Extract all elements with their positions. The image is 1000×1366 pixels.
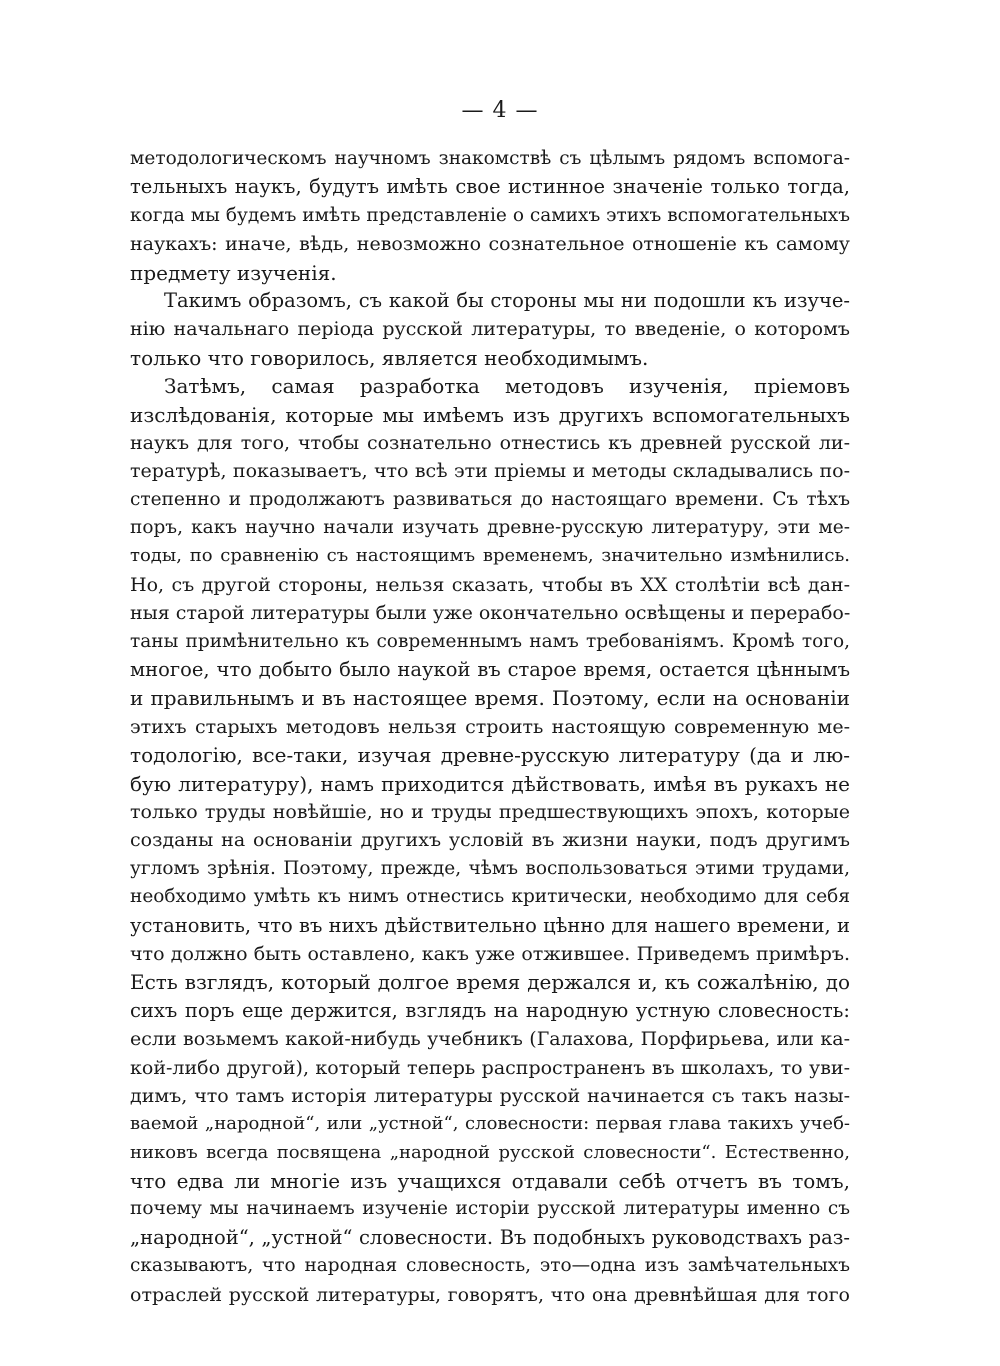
- text-line: бую литературу), намъ приходится дѣйствовать, имѣя въ рукахъ не: [130, 771, 850, 796]
- text-line: тературѣ, показываетъ, что всѣ эти прiемы и методы складывались по-: [130, 460, 850, 483]
- text-line: только труды новѣйшiе, но и труды предшествующихъ эпохъ, которые: [130, 800, 850, 823]
- text-line: ваемой „народной“, или „устной“, словесности: первая глава такихъ учеб-: [130, 1113, 850, 1135]
- page-number: — 4 —: [461, 98, 539, 123]
- text-line: только что говорилось, является необходимымъ.: [130, 345, 649, 370]
- text-line: таны примѣнительно къ современнымъ намъ требованiямъ. Кромѣ того,: [130, 630, 850, 652]
- text-line: установить, что въ нихъ дѣйствительно цѣнно для нашего времени, и: [130, 913, 850, 937]
- text-line: что должно быть оставлено, какъ уже отжившее. Приведемъ примѣръ.: [130, 942, 850, 965]
- text-line: почему мы начинаемъ изученiе исторiи русской литературы именно съ: [130, 1198, 850, 1220]
- text-line: никовъ всегда посвящена „народной русской словесности“. Естественно,: [130, 1141, 850, 1163]
- text-line: степенно и продолжаютъ развиваться до настоящаго времени. Съ тѣхъ: [130, 488, 850, 510]
- text-line: когда мы будемъ имѣть представленiе о самихъ этихъ вспомогательныхъ: [130, 204, 850, 226]
- text-line: методологическомъ научномъ знакомствѣ съ цѣлымъ рядомъ вспомога-: [130, 148, 850, 169]
- text-line: „народной“, „устной“ словесности. Въ подобныхъ руководствахъ раз-: [130, 1225, 850, 1249]
- text-line: Но, съ другой стороны, нельзя сказать, чтобы въ XX столѣтiи всѣ дан-: [130, 573, 850, 596]
- text-line: кой-либо другой), который теперь распространенъ въ школахъ, то уви-: [130, 1056, 850, 1079]
- text-line: наукъ для того, чтобы сознательно отнестись къ древней русской ли-: [130, 431, 850, 454]
- text-line: сихъ поръ еще держится, взглядъ на народную устную словесность:: [130, 998, 850, 1022]
- body-text: [130, 145, 850, 1309]
- text-line: Такимъ образомъ, съ какой бы стороны мы ни подошли къ изуче-: [164, 288, 850, 312]
- text-line: предмету изученiя.: [130, 260, 337, 285]
- text-line: Затѣмъ, самая разработка методовъ изученiя, прiемовъ: [164, 374, 850, 399]
- text-line: тодологiю, все-таки, изучая древне-русскую литературу (да и лю-: [130, 743, 850, 768]
- text-line: и правильнымъ и въ настоящее время. Поэтому, если на основанiи: [130, 686, 850, 711]
- text-line: сказываютъ, что народная словесность, это—одна изъ замѣчательныхъ: [130, 1255, 850, 1277]
- text-line: тельныхъ наукъ, будутъ имѣть свое истинное значенiе только тогда,: [130, 175, 850, 199]
- text-line: ныя старой литературы были уже окончательно освѣщены и перерабо-: [130, 602, 851, 625]
- text-line: изслѣдованiя, которые мы имѣемъ изъ другихъ вспомогательныхъ: [130, 402, 850, 427]
- text-line: отраслей русской литературы, говорятъ, что она древнѣйшая для того: [130, 1283, 850, 1306]
- text-line: наукахъ: иначе, вѣдь, невозможно сознательное отношенiе къ самому: [130, 233, 850, 256]
- text-line: многое, что добыто было наукой въ старое время, остается цѣннымъ: [130, 658, 850, 682]
- text-line: Есть взглядъ, который долгое время держался и, къ сожалѣнiю, до: [130, 970, 850, 995]
- text-line: поръ, какъ научно начали изучать древне-русскую литературу, эти ме-: [130, 517, 850, 539]
- text-line: димъ, что тамъ исторiя литературы русской начинается съ такъ назы-: [130, 1084, 850, 1107]
- text-line: созданы на основанiи другихъ условiй въ жизни науки, подъ другимъ: [130, 829, 850, 852]
- text-line: тоды, по сравненiю съ настоящимъ временемъ, значительно измѣнились.: [130, 545, 850, 567]
- text-line: этихъ старыхъ методовъ нельзя строить настоящую современную ме-: [130, 715, 850, 738]
- text-line: нiю начальнаго перiода русской литературы, то введенiе, о которомъ: [130, 318, 850, 341]
- text-line: угломъ зрѣнiя. Поэтому, прежде, чѣмъ воспользоваться этими трудами,: [130, 857, 850, 879]
- text-line: необходимо умѣть къ нимъ отнестись критически, необходимо для себя: [130, 886, 850, 908]
- text-line: что едва ли многiе изъ учащихся отдавали себѣ отчетъ въ томъ,: [130, 1169, 850, 1194]
- text-line: если возьмемъ какой-нибудь учебникъ (Галахова, Порфирьева, или ка-: [130, 1028, 850, 1051]
